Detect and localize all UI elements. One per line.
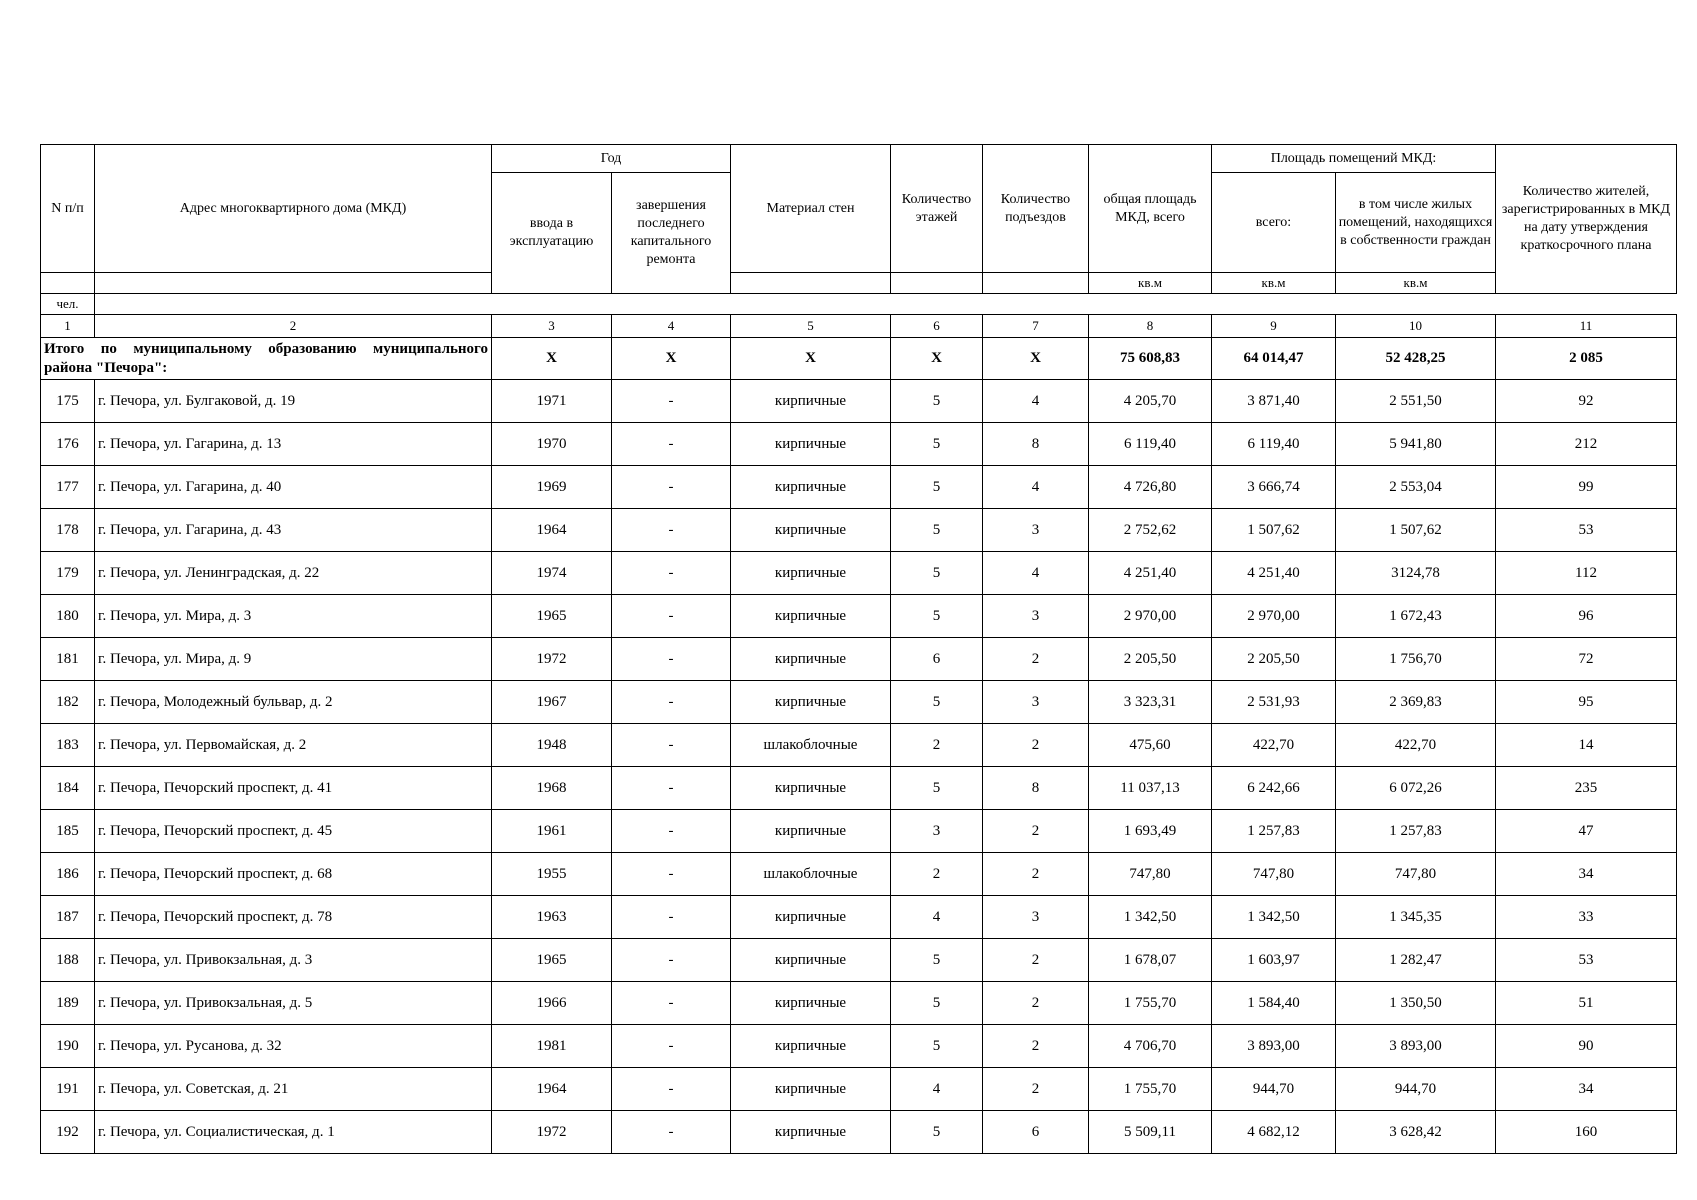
table-row [41, 466, 1677, 509]
row-year-commission: 1963 [492, 896, 612, 939]
row-address: г. Печора, ул. Ленинградская, д. 22 [95, 552, 492, 595]
row-wall-material: кирпичные [731, 638, 891, 681]
row-entrances: 6 [983, 1111, 1089, 1154]
row-residents: 95 [1496, 681, 1677, 724]
row-address: г. Печора, ул. Мира, д. 3 [95, 595, 492, 638]
unit-address-blank [95, 273, 492, 294]
row-total-area: 1 693,49 [1089, 810, 1212, 853]
row-entrances: 4 [983, 552, 1089, 595]
row-floors: 5 [891, 767, 983, 810]
row-residents: 112 [1496, 552, 1677, 595]
row-wall-material: кирпичные [731, 509, 891, 552]
row-year-repair: - [612, 1025, 731, 1068]
row-number: 181 [41, 638, 95, 681]
row-year-commission: 1969 [492, 466, 612, 509]
row-residents: 53 [1496, 939, 1677, 982]
row-year-commission: 1965 [492, 939, 612, 982]
row-total-area: 2 970,00 [1089, 595, 1212, 638]
row-entrances: 4 [983, 466, 1089, 509]
row-wall-material: кирпичные [731, 767, 891, 810]
row-year-commission: 1964 [492, 509, 612, 552]
row-number: 191 [41, 1068, 95, 1111]
row-total-area: 3 323,31 [1089, 681, 1212, 724]
row-residents: 34 [1496, 1068, 1677, 1111]
table-row [41, 810, 1677, 853]
row-floors: 6 [891, 638, 983, 681]
row-floors: 4 [891, 1068, 983, 1111]
unit-residents: чел. [41, 294, 95, 315]
row-area-all: 4 251,40 [1212, 552, 1336, 595]
row-wall-material: кирпичные [731, 1111, 891, 1154]
row-residents: 90 [1496, 1025, 1677, 1068]
row-entrances: 2 [983, 724, 1089, 767]
row-area-private: 944,70 [1336, 1068, 1496, 1111]
row-total-area: 1 755,70 [1089, 1068, 1212, 1111]
table-row [41, 681, 1677, 724]
row-residents: 33 [1496, 896, 1677, 939]
row-area-private: 1 672,43 [1336, 595, 1496, 638]
row-floors: 4 [891, 896, 983, 939]
table-row [41, 380, 1677, 423]
table-row [41, 509, 1677, 552]
row-floors: 5 [891, 552, 983, 595]
row-area-private: 6 072,26 [1336, 767, 1496, 810]
row-area-all: 2 205,50 [1212, 638, 1336, 681]
table-row [41, 1025, 1677, 1068]
column-number: 1 [41, 315, 95, 338]
row-year-repair: - [612, 767, 731, 810]
row-year-commission: 1981 [492, 1025, 612, 1068]
row-number: 188 [41, 939, 95, 982]
row-number: 189 [41, 982, 95, 1025]
row-year-repair: - [612, 681, 731, 724]
row-area-private: 1 282,47 [1336, 939, 1496, 982]
row-year-repair: - [612, 724, 731, 767]
row-total-area: 4 726,80 [1089, 466, 1212, 509]
row-address: г. Печора, Печорский проспект, д. 41 [95, 767, 492, 810]
row-area-private: 1 345,35 [1336, 896, 1496, 939]
row-area-private: 747,80 [1336, 853, 1496, 896]
row-total-area: 6 119,40 [1089, 423, 1212, 466]
row-entrances: 3 [983, 681, 1089, 724]
row-total-area: 2 205,50 [1089, 638, 1212, 681]
header-year-commission: ввода в эксплуатацию [492, 173, 612, 294]
row-floors: 5 [891, 939, 983, 982]
row-address: г. Печора, Печорский проспект, д. 78 [95, 896, 492, 939]
row-area-all: 747,80 [1212, 853, 1336, 896]
column-number: 7 [983, 315, 1089, 338]
row-year-commission: 1964 [492, 1068, 612, 1111]
table-row [41, 595, 1677, 638]
row-year-repair: - [612, 423, 731, 466]
unit-number-blank [41, 273, 95, 294]
table-row [41, 767, 1677, 810]
column-number: 6 [891, 315, 983, 338]
row-wall-material: шлакоблочные [731, 724, 891, 767]
header-area-private: в том числе жилых помещений, находящихся в собственности граждан [1336, 173, 1496, 273]
total-total-area: 75 608,83 [1089, 338, 1212, 380]
header-year-repair: завершения последнего капитального ремонта [612, 173, 731, 294]
row-area-all: 6 242,66 [1212, 767, 1336, 810]
row-area-all: 1 257,83 [1212, 810, 1336, 853]
row-year-repair: - [612, 509, 731, 552]
table-row [41, 552, 1677, 595]
row-wall-material: кирпичные [731, 896, 891, 939]
row-entrances: 2 [983, 939, 1089, 982]
row-floors: 3 [891, 810, 983, 853]
row-residents: 99 [1496, 466, 1677, 509]
row-number: 182 [41, 681, 95, 724]
row-entrances: 4 [983, 380, 1089, 423]
unit-area-all: кв.м [1212, 273, 1336, 294]
row-year-commission: 1972 [492, 1111, 612, 1154]
row-entrances: 3 [983, 509, 1089, 552]
row-area-all: 4 682,12 [1212, 1111, 1336, 1154]
housing-register-sheet [40, 144, 1676, 1154]
row-year-repair: - [612, 853, 731, 896]
row-year-repair: - [612, 638, 731, 681]
row-wall-material: кирпичные [731, 423, 891, 466]
row-area-private: 5 941,80 [1336, 423, 1496, 466]
row-area-private: 2 551,50 [1336, 380, 1496, 423]
row-residents: 72 [1496, 638, 1677, 681]
row-area-private: 1 507,62 [1336, 509, 1496, 552]
total-label: Итого по муниципальному образованию муниципального района "Печора": [41, 338, 492, 380]
header-floors: Количество этажей [891, 145, 983, 273]
row-floors: 5 [891, 466, 983, 509]
row-address: г. Печора, ул. Мира, д. 9 [95, 638, 492, 681]
unit-floors-blank [891, 273, 983, 294]
unit-area-private: кв.м [1336, 273, 1496, 294]
row-area-all: 6 119,40 [1212, 423, 1336, 466]
row-year-repair: - [612, 1068, 731, 1111]
row-year-repair: - [612, 380, 731, 423]
row-address: г. Печора, ул. Булгаковой, д. 19 [95, 380, 492, 423]
row-address: г. Печора, ул. Социалистическая, д. 1 [95, 1111, 492, 1154]
row-total-area: 4 706,70 [1089, 1025, 1212, 1068]
column-number: 10 [1336, 315, 1496, 338]
column-number: 8 [1089, 315, 1212, 338]
row-residents: 47 [1496, 810, 1677, 853]
row-number: 187 [41, 896, 95, 939]
table-row [41, 423, 1677, 466]
row-year-commission: 1948 [492, 724, 612, 767]
table-row [41, 1111, 1677, 1154]
row-address: г. Печора, ул. Гагарина, д. 40 [95, 466, 492, 509]
row-address: г. Печора, ул. Привокзальная, д. 5 [95, 982, 492, 1025]
row-entrances: 2 [983, 638, 1089, 681]
row-address: г. Печора, ул. Русанова, д. 32 [95, 1025, 492, 1068]
row-year-commission: 1961 [492, 810, 612, 853]
row-residents: 34 [1496, 853, 1677, 896]
row-address: г. Печора, ул. Гагарина, д. 13 [95, 423, 492, 466]
row-residents: 92 [1496, 380, 1677, 423]
row-number: 185 [41, 810, 95, 853]
table-row [41, 638, 1677, 681]
row-year-commission: 1972 [492, 638, 612, 681]
total-year-commission: X [492, 338, 612, 380]
table-row [41, 1068, 1677, 1111]
row-year-commission: 1974 [492, 552, 612, 595]
column-number-row [41, 315, 1677, 338]
total-year-repair: X [612, 338, 731, 380]
row-address: г. Печора, ул. Привокзальная, д. 3 [95, 939, 492, 982]
row-number: 175 [41, 380, 95, 423]
row-year-repair: - [612, 1111, 731, 1154]
row-entrances: 8 [983, 423, 1089, 466]
row-wall-material: кирпичные [731, 681, 891, 724]
column-number: 11 [1496, 315, 1677, 338]
table-header [41, 145, 1677, 338]
header-residents: Количество жителей, зарегистрированных в МКД на дату утверждения краткосрочного плана [1496, 145, 1677, 294]
row-floors: 2 [891, 853, 983, 896]
row-area-all: 3 871,40 [1212, 380, 1336, 423]
row-wall-material: кирпичные [731, 982, 891, 1025]
row-number: 184 [41, 767, 95, 810]
row-wall-material: кирпичные [731, 595, 891, 638]
row-residents: 14 [1496, 724, 1677, 767]
table-row [41, 939, 1677, 982]
row-year-repair: - [612, 595, 731, 638]
row-total-area: 747,80 [1089, 853, 1212, 896]
header-entrances: Количество подъездов [983, 145, 1089, 273]
total-residents: 2 085 [1496, 338, 1677, 380]
row-address: г. Печора, ул. Первомайская, д. 2 [95, 724, 492, 767]
row-floors: 5 [891, 1111, 983, 1154]
header-number: N п/п [41, 145, 95, 273]
row-number: 190 [41, 1025, 95, 1068]
row-floors: 2 [891, 724, 983, 767]
row-floors: 5 [891, 982, 983, 1025]
table-row [41, 724, 1677, 767]
row-residents: 53 [1496, 509, 1677, 552]
row-number: 178 [41, 509, 95, 552]
row-floors: 5 [891, 681, 983, 724]
row-entrances: 2 [983, 1025, 1089, 1068]
header-wall-material: Материал стен [731, 145, 891, 273]
row-number: 177 [41, 466, 95, 509]
row-total-area: 2 752,62 [1089, 509, 1212, 552]
row-total-area: 4 251,40 [1089, 552, 1212, 595]
row-area-all: 422,70 [1212, 724, 1336, 767]
row-total-area: 11 037,13 [1089, 767, 1212, 810]
row-number: 180 [41, 595, 95, 638]
row-area-all: 1 507,62 [1212, 509, 1336, 552]
row-address: г. Печора, ул. Советская, д. 21 [95, 1068, 492, 1111]
column-number: 2 [95, 315, 492, 338]
apartment-buildings-table [40, 144, 1677, 1154]
row-entrances: 8 [983, 767, 1089, 810]
row-wall-material: кирпичные [731, 810, 891, 853]
row-area-all: 2 970,00 [1212, 595, 1336, 638]
row-year-commission: 1955 [492, 853, 612, 896]
row-floors: 5 [891, 509, 983, 552]
row-year-repair: - [612, 939, 731, 982]
row-area-private: 3124,78 [1336, 552, 1496, 595]
row-area-private: 3 893,00 [1336, 1025, 1496, 1068]
row-area-all: 1 342,50 [1212, 896, 1336, 939]
total-section [41, 338, 1677, 380]
row-year-commission: 1967 [492, 681, 612, 724]
row-entrances: 2 [983, 810, 1089, 853]
row-area-all: 3 893,00 [1212, 1025, 1336, 1068]
row-wall-material: кирпичные [731, 1025, 891, 1068]
column-number: 5 [731, 315, 891, 338]
row-residents: 96 [1496, 595, 1677, 638]
row-area-private: 3 628,42 [1336, 1111, 1496, 1154]
row-wall-material: кирпичные [731, 552, 891, 595]
row-wall-material: кирпичные [731, 939, 891, 982]
row-number: 179 [41, 552, 95, 595]
row-area-private: 1 257,83 [1336, 810, 1496, 853]
unit-wall-blank [731, 273, 891, 294]
row-total-area: 4 205,70 [1089, 380, 1212, 423]
row-residents: 160 [1496, 1111, 1677, 1154]
row-year-repair: - [612, 896, 731, 939]
row-total-area: 1 678,07 [1089, 939, 1212, 982]
row-year-repair: - [612, 552, 731, 595]
row-residents: 235 [1496, 767, 1677, 810]
row-number: 192 [41, 1111, 95, 1154]
row-number: 176 [41, 423, 95, 466]
row-address: г. Печора, Молодежный бульвар, д. 2 [95, 681, 492, 724]
row-total-area: 475,60 [1089, 724, 1212, 767]
column-number: 4 [612, 315, 731, 338]
total-floors: X [891, 338, 983, 380]
row-floors: 5 [891, 1025, 983, 1068]
header-address: Адрес многоквартирного дома (МКД) [95, 145, 492, 273]
row-address: г. Печора, Печорский проспект, д. 45 [95, 810, 492, 853]
total-area-all: 64 014,47 [1212, 338, 1336, 380]
row-residents: 51 [1496, 982, 1677, 1025]
row-total-area: 1 342,50 [1089, 896, 1212, 939]
total-row [41, 338, 1677, 380]
row-floors: 5 [891, 380, 983, 423]
row-year-repair: - [612, 466, 731, 509]
table-row [41, 982, 1677, 1025]
row-area-all: 944,70 [1212, 1068, 1336, 1111]
row-entrances: 2 [983, 1068, 1089, 1111]
unit-entrances-blank [983, 273, 1089, 294]
row-number: 183 [41, 724, 95, 767]
row-entrances: 2 [983, 982, 1089, 1025]
row-wall-material: кирпичные [731, 466, 891, 509]
row-area-all: 2 531,93 [1212, 681, 1336, 724]
row-area-private: 2 553,04 [1336, 466, 1496, 509]
total-entrances: X [983, 338, 1089, 380]
row-address: г. Печора, Печорский проспект, д. 68 [95, 853, 492, 896]
row-total-area: 1 755,70 [1089, 982, 1212, 1025]
row-entrances: 3 [983, 595, 1089, 638]
row-residents: 212 [1496, 423, 1677, 466]
header-area-all: всего: [1212, 173, 1336, 273]
row-number: 186 [41, 853, 95, 896]
row-area-private: 2 369,83 [1336, 681, 1496, 724]
table-row [41, 853, 1677, 896]
row-wall-material: шлакоблочные [731, 853, 891, 896]
table-row [41, 896, 1677, 939]
row-area-all: 1 603,97 [1212, 939, 1336, 982]
total-area-private: 52 428,25 [1336, 338, 1496, 380]
row-area-private: 1 756,70 [1336, 638, 1496, 681]
header-year-group: Год [492, 145, 731, 173]
row-year-commission: 1970 [492, 423, 612, 466]
row-year-commission: 1966 [492, 982, 612, 1025]
row-wall-material: кирпичные [731, 1068, 891, 1111]
header-total-area: общая площадь МКД, всего [1089, 145, 1212, 273]
total-wall: X [731, 338, 891, 380]
row-year-repair: - [612, 982, 731, 1025]
row-floors: 5 [891, 423, 983, 466]
building-rows [41, 380, 1677, 1154]
row-area-private: 1 350,50 [1336, 982, 1496, 1025]
row-area-private: 422,70 [1336, 724, 1496, 767]
column-number: 3 [492, 315, 612, 338]
row-address: г. Печора, ул. Гагарина, д. 43 [95, 509, 492, 552]
row-year-commission: 1965 [492, 595, 612, 638]
column-number: 9 [1212, 315, 1336, 338]
unit-total-area: кв.м [1089, 273, 1212, 294]
row-wall-material: кирпичные [731, 380, 891, 423]
row-year-repair: - [612, 810, 731, 853]
row-floors: 5 [891, 595, 983, 638]
header-area-group: Площадь помещений МКД: [1212, 145, 1496, 173]
row-year-commission: 1968 [492, 767, 612, 810]
row-area-all: 1 584,40 [1212, 982, 1336, 1025]
row-area-all: 3 666,74 [1212, 466, 1336, 509]
row-year-commission: 1971 [492, 380, 612, 423]
row-total-area: 5 509,11 [1089, 1111, 1212, 1154]
row-entrances: 2 [983, 853, 1089, 896]
row-entrances: 3 [983, 896, 1089, 939]
